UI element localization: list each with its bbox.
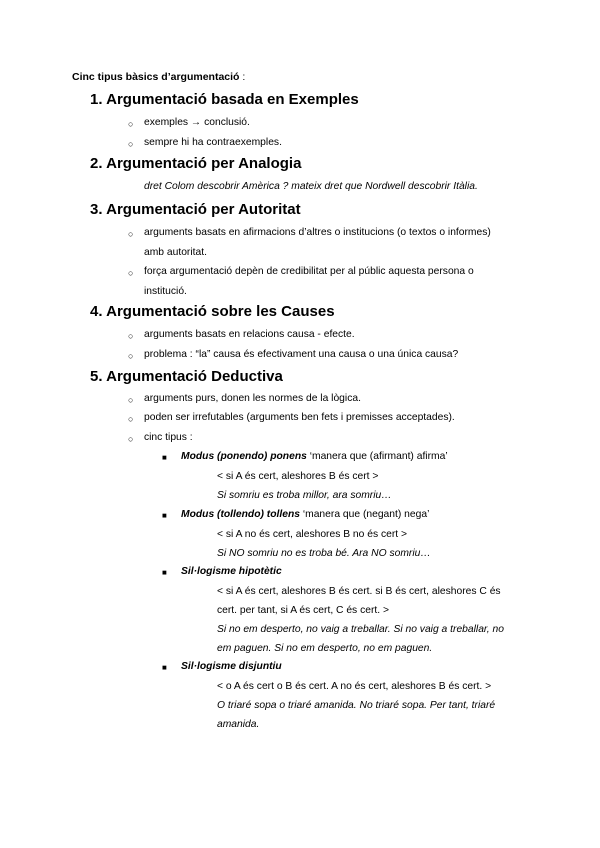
- square-bullet-icon: ■: [162, 453, 167, 462]
- list-item: poden ser irrefutables (arguments ben fets i premisses acceptades).: [144, 412, 455, 423]
- analogy-example: dret Colom descobrir Amèrica ? mateix dret que Nordwell descobrir Itàlia.: [144, 181, 478, 192]
- deductive-type: [181, 451, 448, 462]
- list-item: exemples → conclusió.: [144, 117, 250, 128]
- rule-line: < si A és cert, aleshores B és cert >: [217, 471, 379, 482]
- rule-example: Si NO somriu no es troba bé. Ara NO somriu…: [217, 548, 431, 559]
- intro-colon: :: [242, 71, 246, 83]
- list-item: arguments basats en afirmacions d’altres o institucions (o textos o informes): [144, 227, 491, 238]
- list-item: problema : “la” causa és efectivament una causa o una única causa?: [144, 349, 459, 360]
- rule-example: O triaré sopa o triaré amanida. No triaré sopa. Per tant, triaré: [217, 700, 496, 711]
- square-bullet-icon: ■: [162, 568, 167, 577]
- section-heading-1: 1. Argumentació basada en Exemples: [90, 91, 359, 108]
- type-desc: ‘manera que (negant) nega’: [299, 509, 430, 520]
- list-item: força argumentació depèn de credibilitat per al públic aquesta persona o: [144, 266, 474, 277]
- bullet-icon: ○: [128, 119, 134, 129]
- section-heading-4: 4. Argumentació sobre les Causes: [90, 303, 335, 320]
- bullet-icon: ○: [128, 351, 134, 361]
- section-heading-3: 3. Argumentació per Autoritat: [90, 201, 301, 218]
- intro-line: [72, 71, 245, 83]
- square-bullet-icon: ■: [162, 511, 167, 520]
- intro-title: Cinc tipus bàsics d’argumentació: [72, 71, 240, 83]
- type-name: Modus (ponendo) ponens: [181, 451, 307, 462]
- section-heading-2: 2. Argumentació per Analogia: [90, 155, 302, 172]
- section-heading-5: 5. Argumentació Deductiva: [90, 368, 283, 385]
- rule-example: Si somriu es troba millor, ara somriu…: [217, 490, 392, 501]
- bullet-icon: ○: [128, 414, 134, 424]
- rule-example-cont: amanida.: [217, 719, 260, 730]
- type-name: Sil·logisme disjuntiu: [181, 661, 282, 672]
- rule-example: Si no em desperto, no vaig a treballar. Si no vaig a treballar, no: [217, 624, 504, 635]
- rule-line: < si A és cert, aleshores B és cert. si B és cert, aleshores C és: [217, 586, 501, 597]
- bullet-icon: ○: [128, 434, 134, 444]
- rule-example-cont: em paguen. Si no em desperto, no em paguen.: [217, 643, 433, 654]
- rule-line: < o A és cert o B és cert. A no és cert, aleshores B és cert. >: [217, 681, 492, 692]
- list-item: cinc tipus :: [144, 432, 193, 443]
- type-name: Modus (tollendo) tollens: [181, 509, 300, 520]
- bullet-icon: ○: [128, 268, 134, 278]
- list-item-cont: amb autoritat.: [144, 247, 207, 258]
- list-item: arguments basats en relacions causa - efecte.: [144, 329, 355, 340]
- list-item-cont: institució.: [144, 286, 187, 297]
- bullet-icon: ○: [128, 229, 134, 239]
- list-item: sempre hi ha contraexemples.: [144, 137, 282, 148]
- list-item: arguments purs, donen les normes de la lògica.: [144, 393, 361, 404]
- bullet-icon: ○: [128, 331, 134, 341]
- type-name: Sil·logisme hipotètic: [181, 566, 282, 577]
- square-bullet-icon: ■: [162, 663, 167, 672]
- type-desc: ‘manera que (afirmant) afirma’: [306, 451, 448, 462]
- rule-line: < si A no és cert, aleshores B no és cert >: [217, 529, 408, 540]
- bullet-icon: ○: [128, 395, 134, 405]
- bullet-icon: ○: [128, 139, 134, 149]
- deductive-type: [181, 509, 429, 520]
- rule-line-cont: cert. per tant, si A és cert, C és cert. >: [217, 605, 389, 616]
